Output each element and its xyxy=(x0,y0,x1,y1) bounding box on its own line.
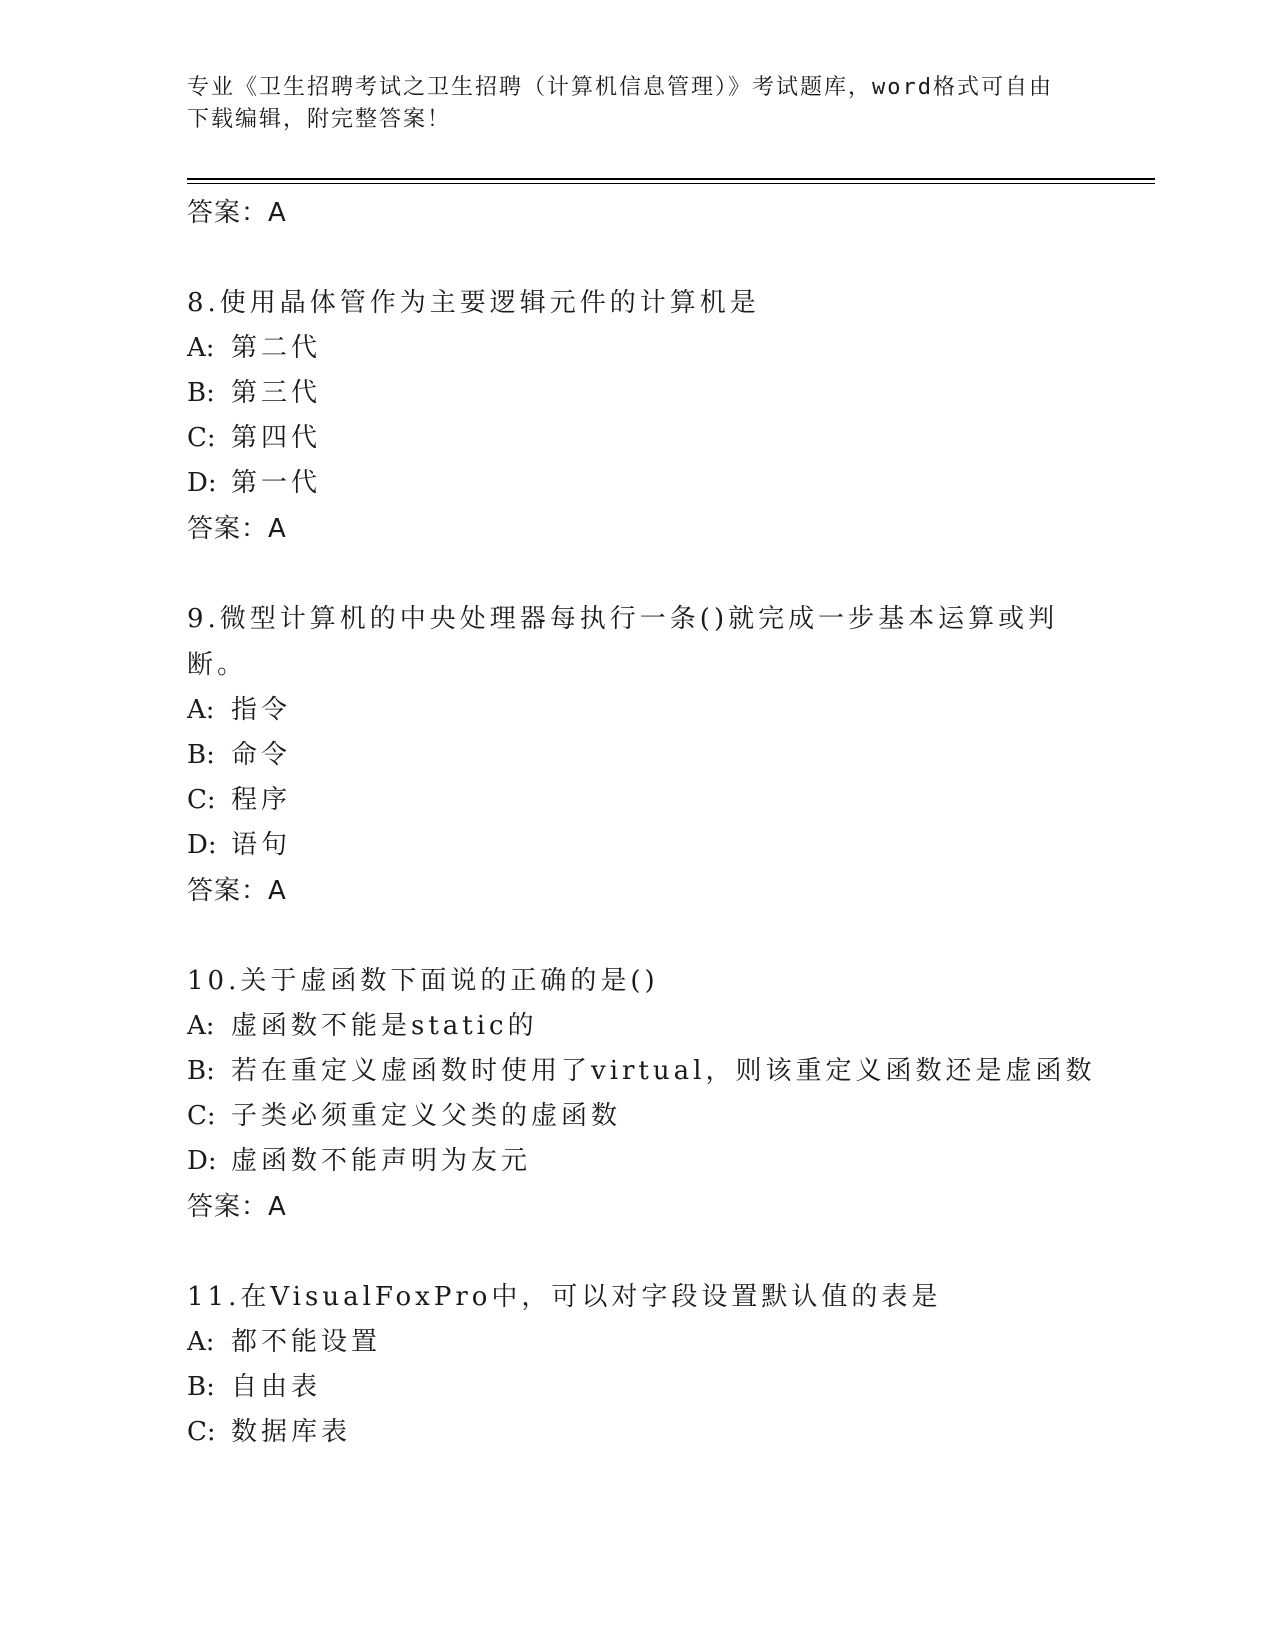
option-a xyxy=(187,1004,1147,1049)
option-text: 子类必须重定义父类的虚函数 xyxy=(231,1101,622,1131)
option-b xyxy=(187,371,1147,416)
answer-line: 答案：A xyxy=(187,198,287,228)
question-block xyxy=(187,958,1147,1230)
option-b xyxy=(187,733,1147,778)
option-text: 第三代 xyxy=(231,378,322,408)
option-text: 都不能设置 xyxy=(231,1327,382,1357)
question-block xyxy=(187,280,1147,552)
option-key: C: xyxy=(187,423,216,453)
header-rule-thick xyxy=(187,178,1155,180)
option-text: 程序 xyxy=(231,785,292,815)
option-key: B: xyxy=(187,1372,215,1402)
option-c xyxy=(187,1410,1147,1455)
option-a xyxy=(187,1320,1147,1365)
option-key: D: xyxy=(187,468,217,498)
option-text: 指令 xyxy=(231,695,292,725)
option-b xyxy=(187,1049,1147,1094)
option-text: 若在重定义虚函数时使用了virtual，则该重定义函数还是虚函数 xyxy=(231,1056,1096,1086)
option-text: 虚函数不能是static的 xyxy=(231,1011,538,1041)
option-b xyxy=(187,1365,1147,1410)
option-text: 第四代 xyxy=(231,423,322,453)
option-c xyxy=(187,778,1147,823)
option-key: A: xyxy=(187,695,215,725)
option-text: 自由表 xyxy=(231,1372,322,1402)
option-key: A: xyxy=(187,1011,215,1041)
option-text: 第一代 xyxy=(231,468,322,498)
option-a xyxy=(187,326,1147,371)
header-rule-thin xyxy=(187,183,1155,184)
option-text: 第二代 xyxy=(231,333,322,363)
option-key: A: xyxy=(187,1327,215,1357)
option-key: D: xyxy=(187,1146,217,1176)
question-stem: 9.微型计算机的中央处理器每执行一条()就完成一步基本运算或判断。 xyxy=(187,604,1059,680)
option-key: C: xyxy=(187,1101,216,1131)
option-text: 命令 xyxy=(231,740,292,770)
answer-line: 答案：A xyxy=(187,876,287,906)
option-text: 语句 xyxy=(231,830,292,860)
question-stem: 11.在VisualFoxPro中，可以对字段设置默认值的表是 xyxy=(187,1282,942,1312)
option-d xyxy=(187,823,1147,868)
option-key: A: xyxy=(187,333,215,363)
option-c xyxy=(187,1094,1147,1139)
question-block xyxy=(187,1274,1147,1455)
option-text: 虚函数不能声明为友元 xyxy=(231,1146,532,1176)
answer-line: 答案：A xyxy=(187,1192,287,1222)
option-c xyxy=(187,416,1147,461)
question-content xyxy=(187,190,1147,1455)
question-stem: 8.使用晶体管作为主要逻辑元件的计算机是 xyxy=(187,288,760,318)
option-a xyxy=(187,688,1147,733)
option-d xyxy=(187,461,1147,506)
answer-line: 答案：A xyxy=(187,514,287,544)
question-stem: 10.关于虚函数下面说的正确的是() xyxy=(187,966,659,996)
document-header: 专业《卫生招聘考试之卫生招聘（计算机信息管理）》考试题库，word格式可自由下载编辑，附完整答案！ xyxy=(187,75,1053,132)
option-key: B: xyxy=(187,740,215,770)
option-key: B: xyxy=(187,1056,215,1086)
option-d xyxy=(187,1139,1147,1184)
option-key: C: xyxy=(187,1417,216,1447)
option-text: 数据库表 xyxy=(231,1417,352,1447)
option-key: D: xyxy=(187,830,217,860)
option-key: C: xyxy=(187,785,216,815)
option-key: B: xyxy=(187,378,215,408)
question-block xyxy=(187,596,1147,914)
